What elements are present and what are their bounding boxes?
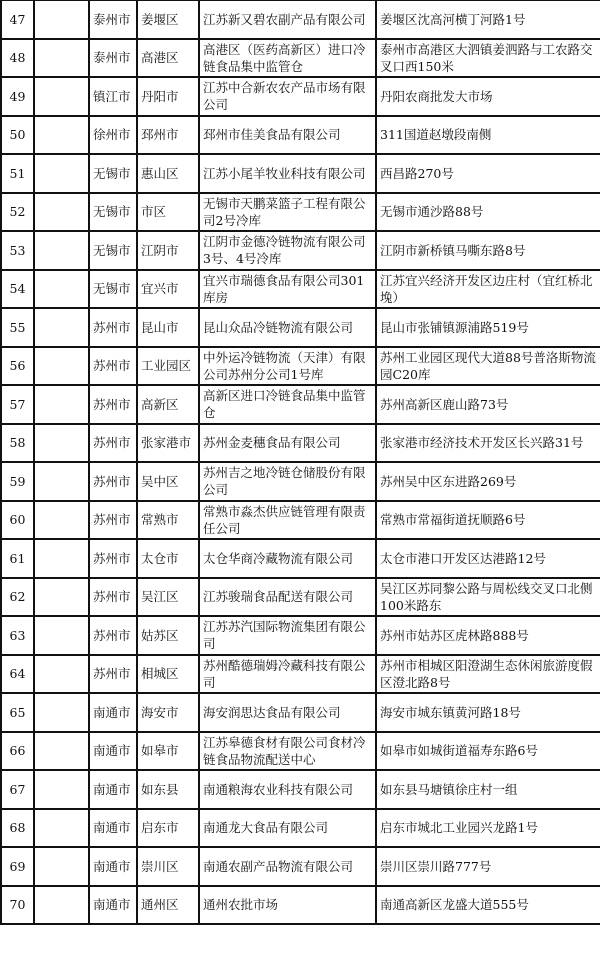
row-number: 52 — [1, 193, 34, 232]
company-cell: 海安润思达食品有限公司 — [199, 693, 376, 732]
address-cell: 苏州工业园区现代大道88号普洛斯物流园C20库 — [376, 347, 600, 386]
company-cell: 通州农批市场 — [199, 886, 376, 925]
city-cell: 无锡市 — [89, 193, 137, 232]
company-cell: 无锡市天鹏菜篮子工程有限公司2号冷库 — [199, 193, 376, 232]
table-row — [1, 847, 600, 886]
city-cell: 镇江市 — [89, 77, 137, 116]
table-row — [1, 193, 600, 232]
row-number: 59 — [1, 462, 34, 501]
address-cell: 苏州吴中区东进路269号 — [376, 462, 600, 501]
company-cell: 常熟市淼杰供应链管理有限责任公司 — [199, 501, 376, 540]
district-cell: 张家港市 — [137, 424, 199, 463]
district-cell: 高新区 — [137, 385, 199, 424]
row-number: 54 — [1, 270, 34, 309]
row-number: 50 — [1, 116, 34, 155]
address-cell: 泰州市高港区大泗镇姜泗路与工农路交叉口西150米 — [376, 39, 600, 78]
address-cell: 苏州市相城区阳澄湖生态休闲旅游度假区澄北路8号 — [376, 655, 600, 694]
district-cell: 姑苏区 — [137, 616, 199, 655]
address-cell: 江阴市新桥镇马嘶东路8号 — [376, 231, 600, 270]
table-row — [1, 270, 600, 309]
district-cell: 常熟市 — [137, 501, 199, 540]
city-cell: 南通市 — [89, 693, 137, 732]
table-row — [1, 539, 600, 578]
table-row — [1, 116, 600, 155]
address-cell: 昆山市张铺镇源浦路519号 — [376, 308, 600, 347]
district-cell: 姜堰区 — [137, 0, 199, 39]
blank-cell — [34, 770, 89, 809]
city-cell: 苏州市 — [89, 655, 137, 694]
blank-cell — [34, 39, 89, 78]
row-number: 70 — [1, 886, 34, 925]
company-cell: 邳州市佳美食品有限公司 — [199, 116, 376, 155]
blank-cell — [34, 578, 89, 617]
address-cell: 崇川区崇川路777号 — [376, 847, 600, 886]
blank-cell — [34, 231, 89, 270]
row-number: 61 — [1, 539, 34, 578]
table-row — [1, 154, 600, 193]
district-cell: 如皋市 — [137, 732, 199, 771]
district-cell: 相城区 — [137, 655, 199, 694]
row-number: 63 — [1, 616, 34, 655]
row-number: 64 — [1, 655, 34, 694]
blank-cell — [34, 0, 89, 39]
district-cell: 启东市 — [137, 809, 199, 848]
row-number: 55 — [1, 308, 34, 347]
city-cell: 南通市 — [89, 770, 137, 809]
table-row — [1, 616, 600, 655]
district-cell: 崇川区 — [137, 847, 199, 886]
city-cell: 南通市 — [89, 809, 137, 848]
city-cell: 苏州市 — [89, 385, 137, 424]
blank-cell — [34, 193, 89, 232]
city-cell: 苏州市 — [89, 616, 137, 655]
row-number: 65 — [1, 693, 34, 732]
table-row — [1, 385, 600, 424]
city-cell: 无锡市 — [89, 154, 137, 193]
row-number: 58 — [1, 424, 34, 463]
company-cell: 江苏小尾羊牧业科技有限公司 — [199, 154, 376, 193]
city-cell: 泰州市 — [89, 0, 137, 39]
company-cell: 江阴市金德冷链物流有限公司3号、4号冷库 — [199, 231, 376, 270]
address-cell: 启东市城北工业园兴龙路1号 — [376, 809, 600, 848]
row-number: 66 — [1, 732, 34, 771]
company-cell: 高港区（医药高新区）进口冷链食品集中监管仓 — [199, 39, 376, 78]
blank-cell — [34, 385, 89, 424]
company-cell: 苏州吉之地冷链仓储股份有限公司 — [199, 462, 376, 501]
row-number: 57 — [1, 385, 34, 424]
address-cell: 常熟市常福街道抚顺路6号 — [376, 501, 600, 540]
table-row — [1, 578, 600, 617]
row-number: 62 — [1, 578, 34, 617]
district-cell: 通州区 — [137, 886, 199, 925]
city-cell: 苏州市 — [89, 424, 137, 463]
district-cell: 宜兴市 — [137, 270, 199, 309]
company-cell: 太仓华商冷藏物流有限公司 — [199, 539, 376, 578]
address-cell: 苏州市姑苏区虎林路888号 — [376, 616, 600, 655]
company-cell: 南通农副产品物流有限公司 — [199, 847, 376, 886]
city-cell: 苏州市 — [89, 539, 137, 578]
table-body — [1, 0, 600, 924]
table-row — [1, 347, 600, 386]
city-cell: 徐州市 — [89, 116, 137, 155]
district-cell: 昆山市 — [137, 308, 199, 347]
table-row — [1, 39, 600, 78]
table-row — [1, 655, 600, 694]
company-cell: 江苏骏瑞食品配送有限公司 — [199, 578, 376, 617]
table-row — [1, 501, 600, 540]
table-row — [1, 732, 600, 771]
company-cell: 昆山众品冷链物流有限公司 — [199, 308, 376, 347]
blank-cell — [34, 77, 89, 116]
address-cell: 无锡市通沙路88号 — [376, 193, 600, 232]
blank-cell — [34, 424, 89, 463]
row-number: 47 — [1, 0, 34, 39]
company-cell: 苏州酷德瑞姆冷藏科技有限公司 — [199, 655, 376, 694]
blank-cell — [34, 270, 89, 309]
row-number: 69 — [1, 847, 34, 886]
address-cell: 张家港市经济技术开发区长兴路31号 — [376, 424, 600, 463]
city-cell: 苏州市 — [89, 578, 137, 617]
district-cell: 太仓市 — [137, 539, 199, 578]
city-cell: 苏州市 — [89, 347, 137, 386]
blank-cell — [34, 655, 89, 694]
table-row — [1, 77, 600, 116]
city-cell: 无锡市 — [89, 231, 137, 270]
company-cell: 南通粮海农业科技有限公司 — [199, 770, 376, 809]
blank-cell — [34, 616, 89, 655]
district-cell: 丹阳市 — [137, 77, 199, 116]
city-cell: 南通市 — [89, 886, 137, 925]
blank-cell — [34, 693, 89, 732]
district-cell: 吴江区 — [137, 578, 199, 617]
row-number: 49 — [1, 77, 34, 116]
company-cell: 江苏新又碧农副产品有限公司 — [199, 0, 376, 39]
table-row — [1, 0, 600, 39]
table-row — [1, 231, 600, 270]
blank-cell — [34, 347, 89, 386]
blank-cell — [34, 847, 89, 886]
company-cell: 南通龙大食品有限公司 — [199, 809, 376, 848]
blank-cell — [34, 539, 89, 578]
blank-cell — [34, 154, 89, 193]
table-row — [1, 770, 600, 809]
table-row — [1, 693, 600, 732]
city-cell: 南通市 — [89, 732, 137, 771]
row-number: 51 — [1, 154, 34, 193]
address-cell: 吴江区苏同黎公路与周松线交叉口北侧100米路东 — [376, 578, 600, 617]
row-number: 67 — [1, 770, 34, 809]
table-row — [1, 424, 600, 463]
blank-cell — [34, 732, 89, 771]
address-cell: 如皋市如城街道福寿东路6号 — [376, 732, 600, 771]
table-row — [1, 462, 600, 501]
district-cell: 市区 — [137, 193, 199, 232]
row-number: 53 — [1, 231, 34, 270]
address-cell: 南通高新区龙盛大道555号 — [376, 886, 600, 925]
district-cell: 如东县 — [137, 770, 199, 809]
address-cell: 太仓市港口开发区达港路12号 — [376, 539, 600, 578]
company-cell: 江苏中合新农农产品市场有限公司 — [199, 77, 376, 116]
district-cell: 高港区 — [137, 39, 199, 78]
table-row — [1, 308, 600, 347]
company-cell: 中外运冷链物流（天津）有限公司苏州分公司1号库 — [199, 347, 376, 386]
company-cell: 苏州金麦穗食品有限公司 — [199, 424, 376, 463]
address-cell: 苏州高新区鹿山路73号 — [376, 385, 600, 424]
address-cell: 丹阳农商批发大市场 — [376, 77, 600, 116]
city-cell: 泰州市 — [89, 39, 137, 78]
district-cell: 邳州市 — [137, 116, 199, 155]
city-cell: 苏州市 — [89, 501, 137, 540]
address-cell: 江苏宜兴经济开发区边庄村（宜红桥北堍） — [376, 270, 600, 309]
district-cell: 惠山区 — [137, 154, 199, 193]
district-cell: 海安市 — [137, 693, 199, 732]
row-number: 60 — [1, 501, 34, 540]
district-cell: 江阴市 — [137, 231, 199, 270]
city-cell: 苏州市 — [89, 308, 137, 347]
row-number: 68 — [1, 809, 34, 848]
blank-cell — [34, 809, 89, 848]
table-row — [1, 809, 600, 848]
table-row — [1, 886, 600, 925]
district-cell: 吴中区 — [137, 462, 199, 501]
blank-cell — [34, 501, 89, 540]
address-cell: 311国道赵墩段南侧 — [376, 116, 600, 155]
address-cell: 西昌路270号 — [376, 154, 600, 193]
row-number: 48 — [1, 39, 34, 78]
row-number: 56 — [1, 347, 34, 386]
city-cell: 无锡市 — [89, 270, 137, 309]
city-cell: 苏州市 — [89, 462, 137, 501]
address-cell: 如东县马塘镇徐庄村一组 — [376, 770, 600, 809]
blank-cell — [34, 116, 89, 155]
blank-cell — [34, 886, 89, 925]
address-cell: 海安市城东镇黄河路18号 — [376, 693, 600, 732]
blank-cell — [34, 462, 89, 501]
blank-cell — [34, 308, 89, 347]
company-cell: 江苏苏汽国际物流集团有限公司 — [199, 616, 376, 655]
city-cell: 南通市 — [89, 847, 137, 886]
company-cell: 宜兴市瑞德食品有限公司301库房 — [199, 270, 376, 309]
address-cell: 姜堰区沈高河横丁河路1号 — [376, 0, 600, 39]
district-cell: 工业园区 — [137, 347, 199, 386]
company-cell: 江苏皋德食材有限公司食材冷链食品物流配送中心 — [199, 732, 376, 771]
company-cell: 高新区进口冷链食品集中监管仓 — [199, 385, 376, 424]
